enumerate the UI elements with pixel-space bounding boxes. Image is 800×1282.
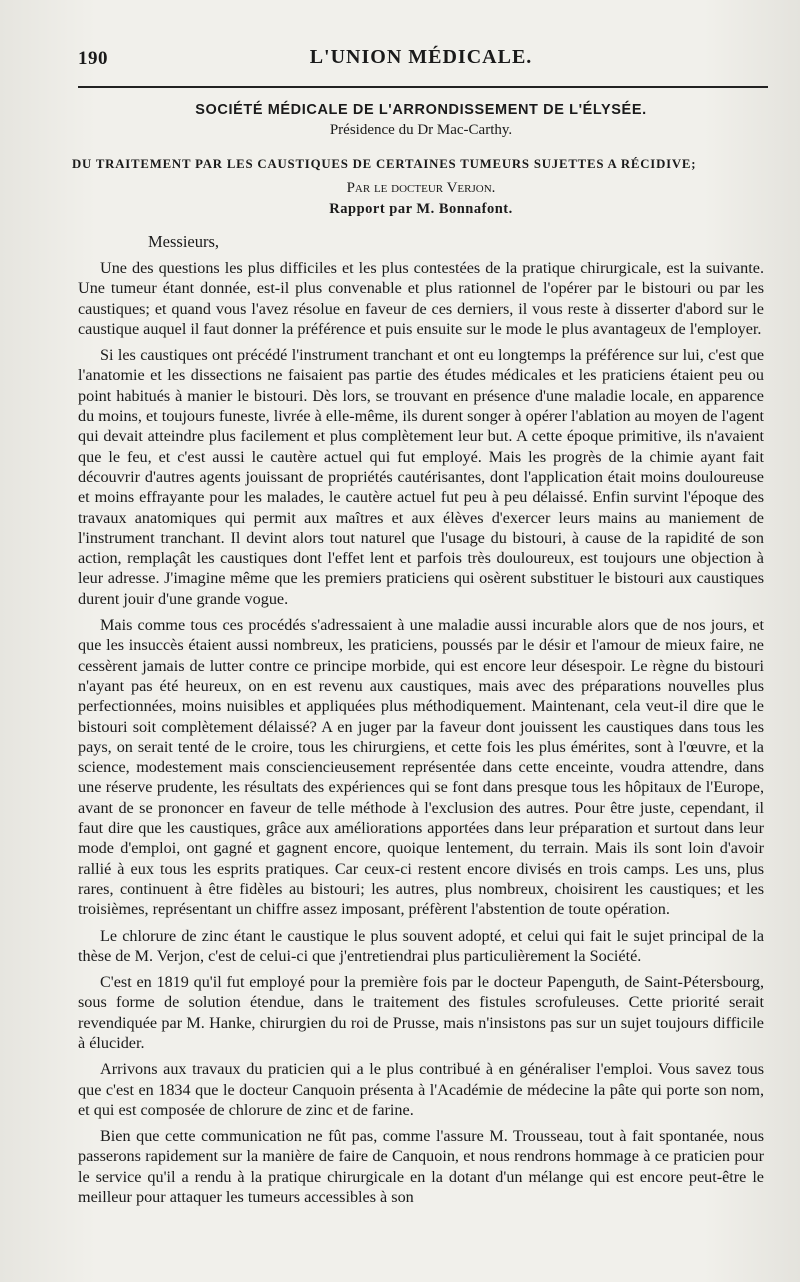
paragraph: Si les caustiques ont précédé l'instrument tranchant et ont eu longtemps la préférence sur lui, c'est que l'anatomie et les dissections ne faisaient pas partie des études médicales et les praticiens étaient peu ou point habitués à manier le bistouri. Dès lors, se trouvant en présence d'une maladie locale, en apparence du moins, et toujours funeste, livrée à elle-même, ils durent songer à opérer l'ablation au moyen de l'agent qui devait atteindre plus facilement et plus complètement leur but. A cette époque primitive, ils n'avaient que le feu, et c'est aussi le cautère actuel qui fut employé. Mais les progrès de la chimie ayant fait découvrir d'autres agents jouissant de propriétés cautérisantes, dont l'application était moins douloureuse et moins effrayante pour les malades, le cautère actuel fut peu à peu délaissé. Enfin survint l'époque des travaux anatomiques qui permit aux maîtres et aux élèves d'exercer leurs mains au maniement de l'instrument tranchant. Il devint alors tout naturel que l'usage du bistouri, à cause de la rapidité de son action, remplaçât les caustiques dont l'effet lent et parfois très douloureux, est toujours une objection à leur adresse. J'imagine même que les premiers praticiens qui osèrent substituer le bistouri aux caustiques durent jouir d'une grande vogue. (78, 346, 764, 608)
paragraph: Une des questions les plus difficiles et les plus contestées de la pratique chirurgicale, est la suivante. Une tumeur étant donnée, est-il plus convenable et plus rationnel de l'opérer par le bistouri ou par les caustiques; et quand vous l'avez résolue en faveur de ces derniers, il vous reste à disserter d'abord sur le caustique auquel il faut donner la préférence et puis ensuite sur le mode le plus avantageux de l'employer. (78, 259, 764, 338)
paragraph: Bien que cette communication ne fût pas, comme l'assure M. Trousseau, tout à fait spontanée, nous passerons rapidement sur la manière de faire de Canquoin, et nous rendrons hommage à ce praticien pour le service qu'il a rendu à la pratique chirurgicale en la dotant d'un mélange qui est encore peut-être le meilleur pour attaquer les tumeurs accessibles à son (78, 1127, 764, 1207)
header-rule (78, 86, 768, 88)
salutation: Messieurs, (148, 232, 220, 251)
journal-title: L'UNION MÉDICALE. (309, 46, 533, 68)
article-title: DU TRAITEMENT PAR LES CAUSTIQUES DE CERTAINES TUMEURS SUJETTES A RÉCIDIVE; (72, 157, 697, 171)
page-number: 190 (78, 48, 108, 69)
society-heading: SOCIÉTÉ MÉDICALE DE L'ARRONDISSEMENT DE L'ÉLYSÉE. (195, 102, 647, 118)
paragraph: Arrivons aux travaux du praticien qui a le plus contribué à en généraliser l'emploi. Vous savez tous que c'est en 1834 que le docteur Canquoin présenta à l'Académie de médecine la pâte qui porte son nom, et qui est composée de chlorure de zinc et de farine. (78, 1060, 764, 1119)
presidence-line: Présidence du Dr Mac-Carthy. (329, 122, 513, 138)
rapport-line: Rapport par M. Bonnafont. (329, 201, 513, 217)
paragraph: Mais comme tous ces procédés s'adressaient à une maladie aussi incurable alors que de nos jours, et que les insuccès étaient aussi nombreux, les praticiens, poussés par le désir et l'amour de mieux faire, ne cessèrent jamais de lutter contre ce principe morbide, qui est encore leur désespoir. Le règne du bistouri n'ayant pas été heureux, on en est revenu aux caustiques, mais avec des préparations nouvelles plus perfectionnées, moins nuisibles et appliquées plus méthodiquement. Maintenant, cela veut-il dire que le bistouri soit complètement délaissé? A en juger par la faveur dont jouissent les caustiques dans tous les pays, on serait tenté de le croire, tous les chirurgiens, et cette fois les plus émérites, sont à l'œuvre, et la science, modestement mais consciencieusement représentée dans cette enceinte, voudra attendre, dans une réserve prudente, les résultats des expériences qui se font dans presque tous les hôpitaux de l'Europe, avant de se prononcer en faveur de telle méthode à l'exclusion des autres. Pour être juste, cependant, il faut dire que les caustiques, grâce aux améliorations apportées dans leur préparation et surtout dans leur mode d'emploi, ont gagné et gagnent encore, quoique lentement, du terrain. Mais ils sont loin d'avoir rallié à eux tous les esprits pratiques. Car ceux-ci restent encore divisés en trois camps. Les uns, plus rares, continuent à être fidèles au bistouri; les autres, plus nombreux, choisirent les caustiques; et les troisièmes, représentant un chiffre assez imposant, préfèrent l'abstention de toute opération. (78, 616, 764, 919)
running-head (78, 40, 764, 74)
paragraph: Le chlorure de zinc étant le caustique le plus souvent adopté, et celui qui fait le sujet principal de la thèse de M. Verjon, c'est de celui-ci que j'entretiendrai plus particulièrement la Société. (78, 926, 764, 965)
article-body (78, 258, 764, 1207)
author-line: Par le docteur Verjon. (346, 180, 496, 196)
paragraph: C'est en 1819 qu'il fut employé pour la première fois par le docteur Papenguth, de Saint-Pétersbourg, sous forme de solution étendue, dans le traitement des fistules scrofuleuses. Cette priorité serait revendiquée par M. Hanke, chirurgien du roi de Prusse, mais n'insistons pas sur un sujet toujours difficile à élucider. (78, 973, 764, 1052)
